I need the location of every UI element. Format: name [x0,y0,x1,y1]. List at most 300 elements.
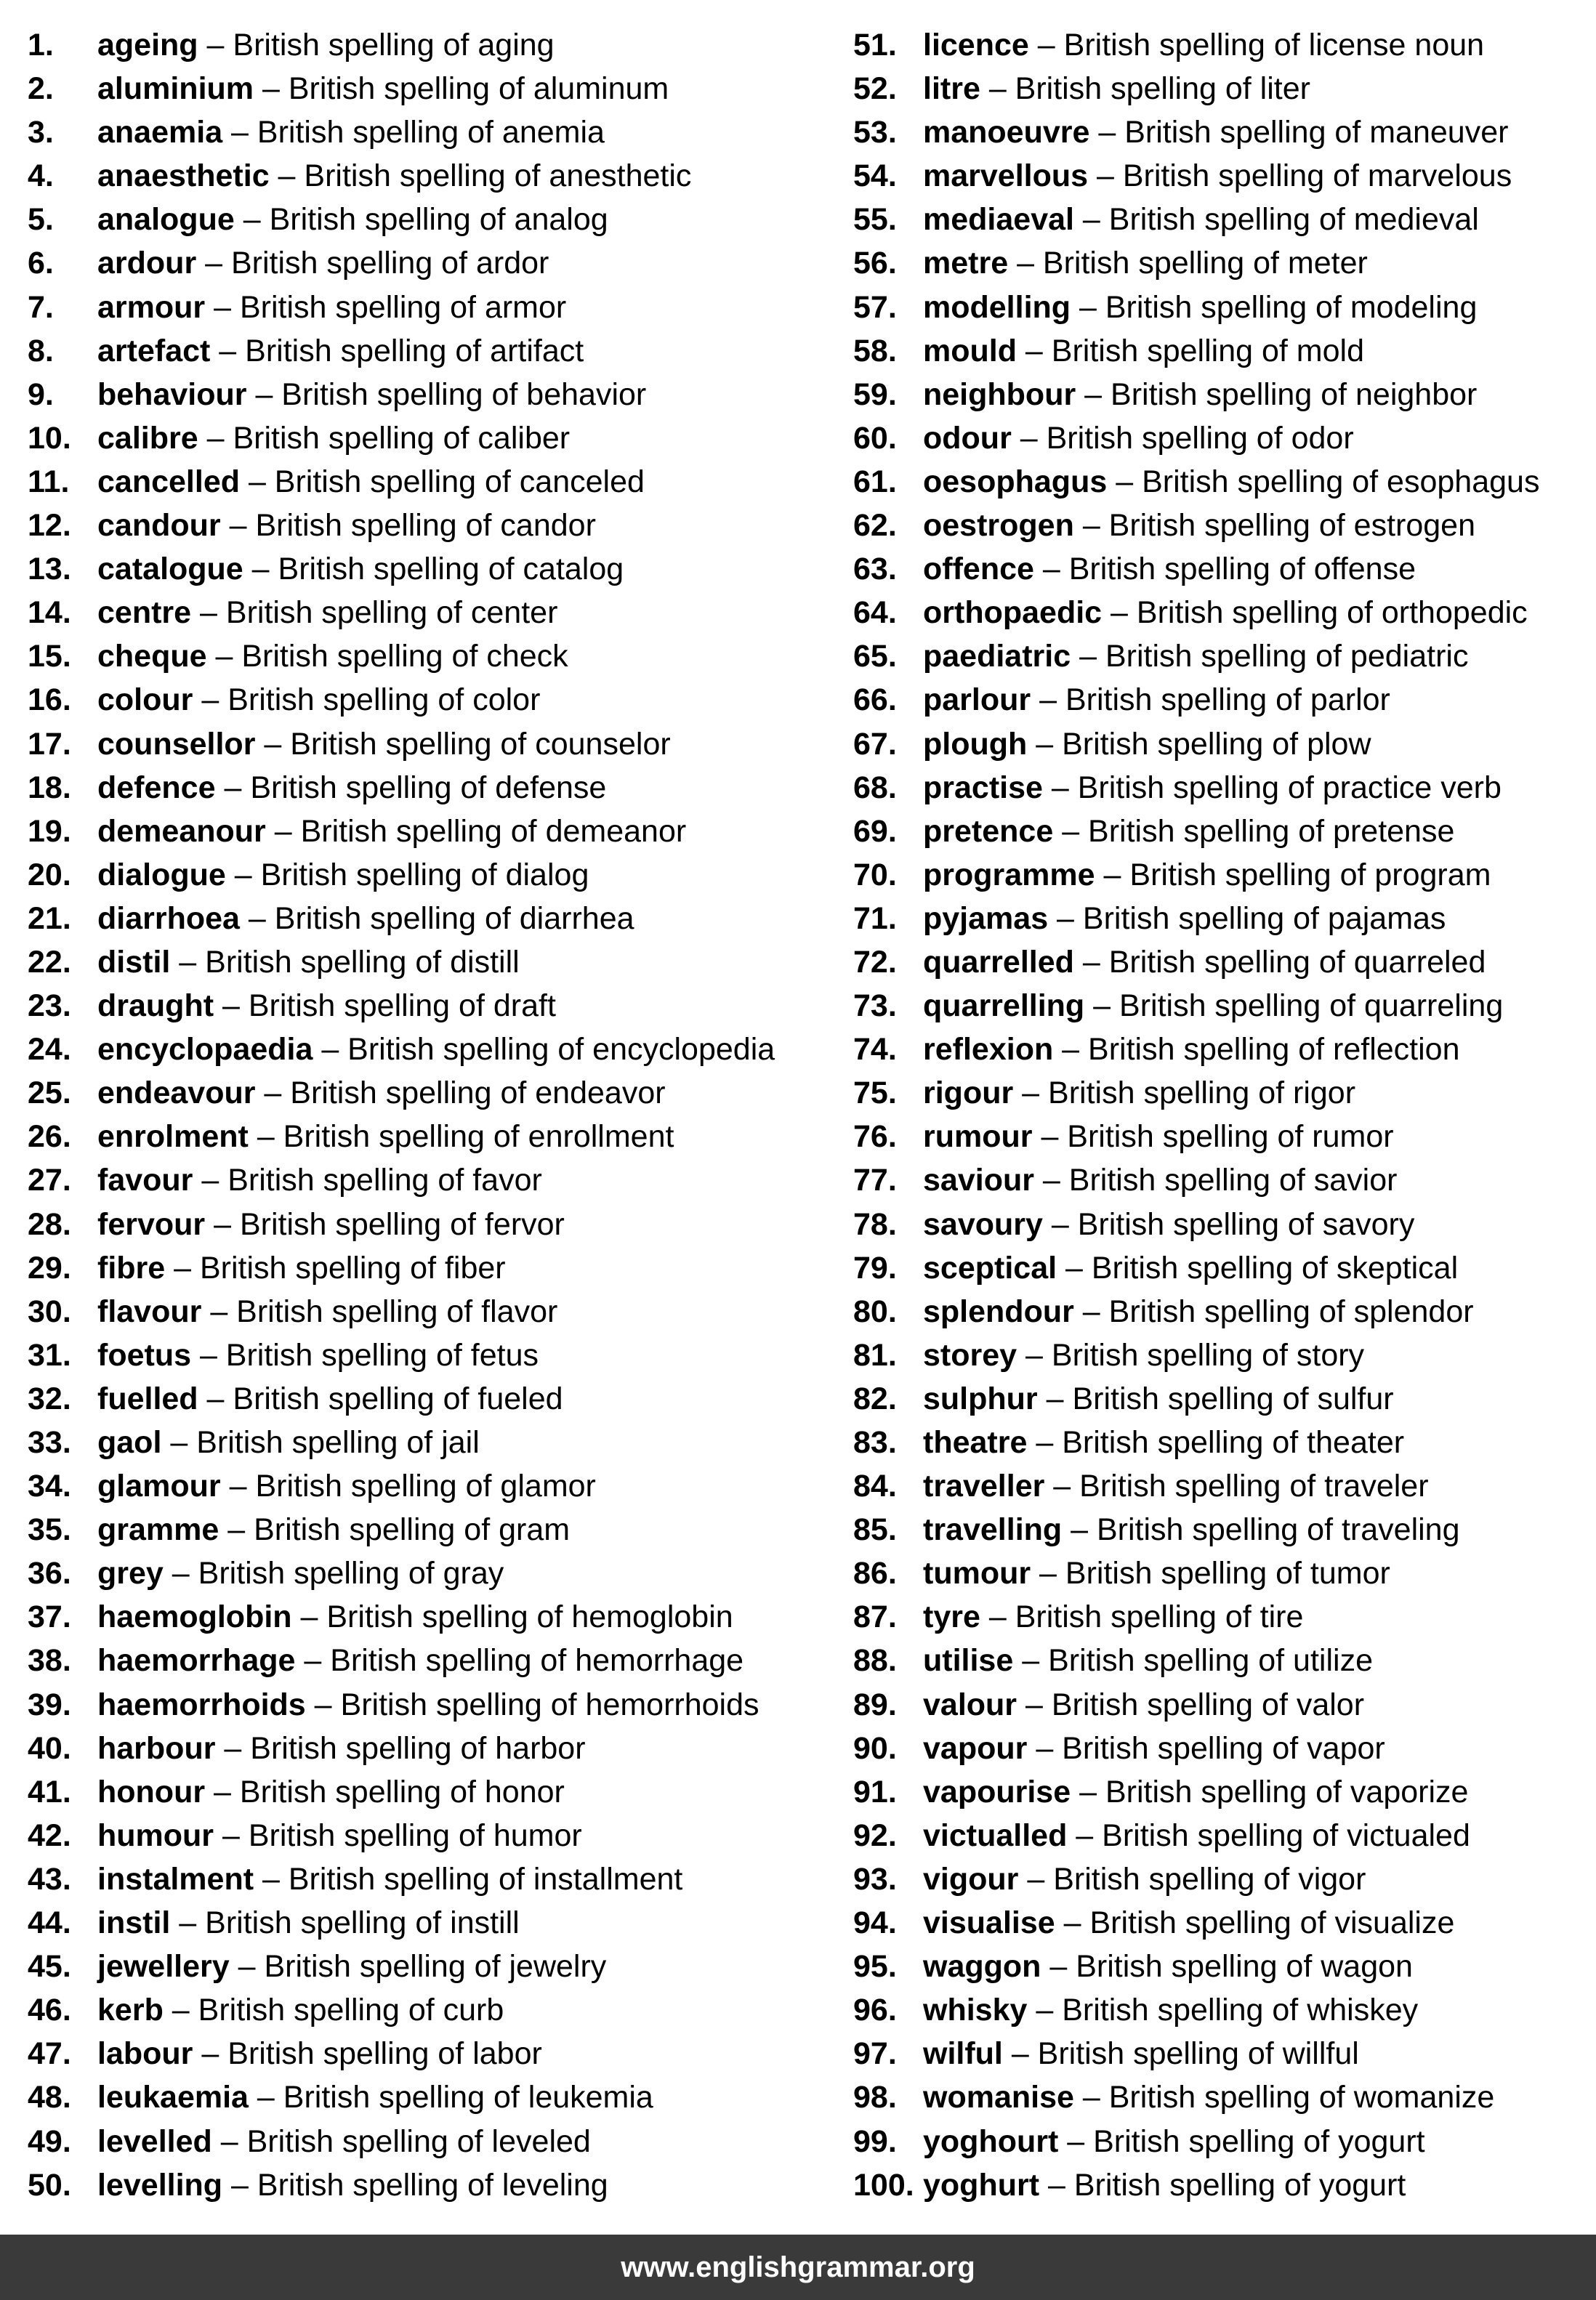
british-word: haemoglobin [97,1599,292,1635]
british-word: vigour [923,1861,1019,1897]
list-item [853,853,1587,897]
item-number: 88. [853,1643,897,1679]
british-word: armour [97,289,206,325]
spelling-definition: – British spelling of harbor [215,1730,586,1766]
british-word: rigour [923,1076,1014,1111]
list-item [28,2075,834,2119]
spelling-definition: – British spelling of pajamas [1048,900,1446,936]
item-number: 19. [28,813,71,849]
british-word: valour [923,1687,1017,1722]
list-item [853,154,1587,198]
british-word: counsellor [97,726,256,762]
list-item [28,241,834,285]
british-word: storey [923,1337,1017,1373]
list-item [853,329,1587,373]
list-item [28,416,834,460]
item-number: 83. [853,1425,897,1460]
spelling-definition: – British spelling of diarrhea [239,900,634,936]
list-item [28,547,834,591]
item-number: 30. [28,1294,71,1329]
british-word: orthopaedic [923,595,1103,631]
spelling-definition: – British spelling of demeanor [265,813,687,849]
spelling-definition: – British spelling of program [1095,857,1491,892]
item-number: 29. [28,1250,71,1286]
british-word: plough [923,726,1028,762]
item-number: 12. [28,508,71,544]
list-item [28,591,834,634]
british-word: reflexion [923,1032,1054,1068]
british-word: yoghourt [923,2123,1059,2159]
item-number: 69. [853,813,897,849]
item-number: 21. [28,900,71,936]
spelling-definition: – British spelling of enrollment [248,1119,674,1155]
list-item [853,1071,1587,1115]
item-number: 67. [853,726,897,762]
item-number: 6. [28,246,54,281]
spelling-definition: – British spelling of skeptical [1057,1250,1459,1286]
list-item [853,1421,1587,1464]
british-word: mould [923,333,1017,368]
british-word: paediatric [923,639,1071,674]
item-number: 34. [28,1469,71,1504]
spelling-definition: – British spelling of encyclopedia [313,1032,775,1068]
item-number: 7. [28,289,54,325]
item-number: 5. [28,202,54,238]
list-item [28,1333,834,1377]
item-number: 76. [853,1119,897,1155]
item-number: 99. [853,2123,897,2159]
list-item [853,198,1587,241]
spelling-definition: – British spelling of marvelous [1088,158,1512,194]
spelling-definition: – British spelling of pediatric [1071,639,1469,674]
list-item [28,897,834,940]
item-number: 33. [28,1425,71,1460]
british-word: humour [97,1817,214,1853]
spelling-definition: – British spelling of traveling [1062,1512,1460,1548]
item-number: 97. [853,2036,897,2072]
item-number: 85. [853,1512,897,1548]
british-word: haemorrhage [97,1643,296,1679]
list-item [853,678,1587,722]
british-word: rumour [923,1119,1033,1155]
british-word: honour [97,1774,206,1809]
spelling-definition: – British spelling of meter [1008,246,1368,281]
item-number: 75. [853,1076,897,1111]
item-number: 32. [28,1381,71,1416]
british-word: harbour [97,1730,216,1766]
item-number: 40. [28,1730,71,1766]
british-word: glamour [97,1469,221,1504]
list-item [853,1945,1587,1988]
left-column [28,23,834,2207]
british-word: defence [97,770,216,805]
british-word: fervour [97,1206,206,1242]
list-item [28,1464,834,1508]
item-number: 18. [28,770,71,805]
item-number: 11. [28,464,70,499]
list-item [853,591,1587,634]
item-number: 31. [28,1337,71,1373]
item-number: 49. [28,2123,71,2159]
spelling-definition: – British spelling of willful [1002,2036,1359,2072]
item-number: 15. [28,639,71,674]
item-number: 92. [853,1817,897,1853]
british-word: enrolment [97,1119,249,1155]
list-item [853,1333,1587,1377]
spelling-definition: – British spelling of visualize [1055,1905,1455,1941]
list-item [853,23,1587,67]
list-item [28,853,834,897]
british-word: haemorrhoids [97,1687,306,1722]
british-word: cancelled [97,464,240,499]
list-item [28,1203,834,1246]
item-number: 1. [28,28,54,62]
spelling-definition: – British spelling of leveled [211,2123,591,2159]
item-number: 36. [28,1556,71,1591]
spelling-definition: – British spelling of fetus [191,1337,539,1373]
list-item [28,1246,834,1290]
spelling-definition: – British spelling of humor [214,1817,582,1853]
item-number: 37. [28,1599,71,1635]
list-item [28,2032,834,2075]
spelling-definition: – British spelling of story [1017,1337,1365,1373]
spelling-definition: – British spelling of traveler [1044,1469,1429,1504]
british-word: encyclopaedia [97,1032,313,1068]
spelling-definition: – British spelling of parlor [1031,682,1390,718]
item-number: 52. [853,71,897,107]
british-word: kerb [97,1993,164,2028]
list-item [28,1901,834,1945]
british-word: offence [923,552,1034,587]
spelling-definition: – British spelling of jail [161,1425,480,1460]
spelling-definition: – British spelling of fueled [198,1381,563,1416]
spelling-definition: – British spelling of defense [215,770,607,805]
british-word: centre [97,595,192,631]
item-number: 23. [28,988,71,1024]
british-word: leukaemia [97,2080,249,2115]
item-number: 62. [853,508,897,544]
item-number: 17. [28,726,71,762]
british-word: pretence [923,813,1054,849]
list-item [28,1595,834,1639]
list-item [853,897,1587,940]
british-word: demeanour [97,813,266,849]
spelling-definition: – British spelling of reflection [1053,1032,1460,1068]
spelling-definition: – British spelling of wagon [1041,1949,1413,1985]
spelling-definition: – British spelling of curb [163,1993,504,2028]
list-item [28,810,834,853]
list-item [853,241,1587,285]
item-number: 14. [28,595,71,631]
item-number: 48. [28,2080,71,2115]
british-word: artefact [97,333,211,368]
british-word: tumour [923,1556,1031,1591]
list-item [853,1814,1587,1857]
spelling-definition: – British spelling of artifact [210,333,584,368]
british-word: candour [97,508,221,544]
list-item [28,1290,834,1333]
list-item [28,1683,834,1727]
british-word: marvellous [923,158,1089,194]
item-number: 59. [853,376,897,412]
item-number: 8. [28,333,54,368]
british-word: mediaeval [923,202,1074,238]
spelling-list [0,23,1596,2203]
item-number: 94. [853,1905,897,1941]
list-item [853,416,1587,460]
list-item [28,1071,834,1115]
list-item [853,1595,1587,1639]
spelling-definition: – British spelling of victualed [1067,1817,1470,1853]
british-word: distil [97,944,171,980]
british-word: jewellery [97,1949,230,1985]
spelling-definition: – British spelling of jewelry [229,1949,607,1985]
spelling-definition: – British spelling of valor [1017,1687,1365,1722]
spelling-definition: – British spelling of leveling [222,2167,608,2203]
item-number: 81. [853,1337,897,1373]
item-number: 84. [853,1469,897,1504]
list-item [28,1508,834,1552]
british-word: yoghurt [923,2167,1040,2203]
british-word: neighbour [923,376,1076,412]
item-number: 26. [28,1119,71,1155]
british-word: vapour [923,1730,1028,1766]
spelling-definition: – British spelling of sulfur [1037,1381,1394,1416]
item-number: 89. [853,1687,897,1722]
british-word: levelled [97,2123,212,2159]
list-item [853,984,1587,1028]
list-item [28,766,834,810]
british-word: visualise [923,1905,1055,1941]
list-item [853,2032,1587,2075]
item-number: 80. [853,1294,897,1329]
british-word: victualled [923,1817,1068,1853]
spelling-definition: – British spelling of vaporize [1071,1774,1469,1809]
item-number: 16. [28,682,71,718]
spelling-definition: – British spelling of neighbor [1076,376,1478,412]
british-word: dialogue [97,857,226,892]
spelling-definition: – British spelling of counselor [255,726,671,762]
spelling-definition: – British spelling of whiskey [1027,1993,1419,2028]
list-item [853,1464,1587,1508]
list-item [853,1377,1587,1421]
list-item [853,1857,1587,1901]
list-item [853,1552,1587,1595]
spelling-definition: – British spelling of splendor [1073,1294,1474,1329]
spelling-definition: – British spelling of practice verb [1042,770,1502,805]
british-word: sceptical [923,1250,1057,1286]
spelling-definition: – British spelling of mold [1016,333,1364,368]
item-number: 4. [28,158,54,194]
spelling-definition: – British spelling of draft [214,988,556,1024]
list-item [28,1028,834,1071]
item-number: 91. [853,1774,897,1809]
item-number: 47. [28,2036,71,2072]
spelling-definition: – British spelling of fervor [205,1206,565,1242]
item-number: 87. [853,1599,897,1635]
list-item [853,547,1587,591]
item-number: 68. [853,770,897,805]
spelling-definition: – British spelling of anemia [222,115,605,150]
spelling-definition: – British spelling of hemorrhage [295,1643,744,1679]
item-number: 57. [853,289,897,325]
british-word: metre [923,246,1009,281]
british-word: calibre [97,420,198,456]
list-item [853,110,1587,154]
spelling-definition: – British spelling of maneuver [1089,115,1509,150]
item-number: 22. [28,944,71,980]
list-item [853,1683,1587,1727]
list-item [28,286,834,329]
item-number: 2. [28,71,54,107]
item-number: 54. [853,158,897,194]
spelling-definition: – British spelling of orthopedic [1102,595,1528,631]
spelling-definition: – British spelling of savior [1033,1163,1398,1198]
british-word: savoury [923,1206,1043,1242]
spelling-definition: – British spelling of tumor [1031,1556,1390,1591]
item-number: 61. [853,464,897,499]
list-item [28,1639,834,1682]
spelling-definition: – British spelling of modeling [1071,289,1478,325]
british-word: favour [97,1163,193,1198]
spelling-definition: – British spelling of gram [219,1512,571,1548]
spelling-definition: – British spelling of vigor [1018,1861,1366,1897]
item-number: 98. [853,2080,897,2115]
list-item [853,1727,1587,1770]
spelling-definition: – British spelling of yogurt [1058,2123,1425,2159]
item-number: 55. [853,202,897,238]
item-number: 45. [28,1949,71,1985]
spelling-definition: – British spelling of ardor [196,246,549,281]
list-item [853,1290,1587,1333]
list-item [853,373,1587,416]
item-number: 70. [853,857,897,892]
list-item [28,373,834,416]
list-item [853,940,1587,984]
british-word: theatre [923,1425,1028,1460]
british-word: foetus [97,1337,191,1373]
spelling-definition: – British spelling of catalog [243,552,624,587]
item-number: 64. [853,595,897,631]
british-word: gaol [97,1425,162,1460]
spelling-definition: – British spelling of center [191,595,558,631]
spelling-definition: – British spelling of flavor [201,1294,558,1329]
british-word: waggon [923,1949,1041,1985]
item-number: 10. [28,420,71,456]
british-word: sulphur [923,1381,1038,1416]
spelling-definition: – British spelling of favor [193,1163,542,1198]
item-number: 82. [853,1381,897,1416]
item-number: 9. [28,376,54,412]
spelling-definition: – British spelling of aging [198,28,555,62]
item-number: 50. [28,2167,71,2203]
british-word: splendour [923,1294,1074,1329]
british-word: labour [97,2036,193,2072]
british-word: gramme [97,1512,219,1548]
list-item [853,1770,1587,1814]
item-number: 73. [853,988,897,1024]
list-item [28,67,834,110]
item-number: 39. [28,1687,71,1722]
item-number: 63. [853,552,897,587]
british-word: quarrelled [923,944,1074,980]
item-number: 20. [28,857,71,892]
spelling-definition: – British spelling of behavior [246,376,647,412]
list-item [28,1988,834,2032]
british-word: behaviour [97,376,247,412]
list-item [28,1115,834,1158]
item-number: 71. [853,900,897,936]
right-column [853,23,1587,2207]
item-number: 74. [853,1032,897,1068]
spelling-definition: – British spelling of hemoglobin [291,1599,733,1635]
spelling-definition: – British spelling of hemorrhoids [305,1687,759,1722]
list-item [853,1203,1587,1246]
item-number: 95. [853,1949,897,1985]
item-number: 66. [853,682,897,718]
list-item [853,2120,1587,2163]
spelling-definition: – British spelling of candor [220,508,596,544]
item-number: 42. [28,1817,71,1853]
list-item [853,722,1587,766]
british-word: instalment [97,1861,254,1897]
item-number: 51. [853,28,897,62]
british-word: anaemia [97,115,223,150]
item-number: 56. [853,246,897,281]
spelling-definition: – British spelling of liter [980,71,1310,107]
spelling-definition: – British spelling of offense [1033,552,1416,587]
british-word: odour [923,420,1012,456]
list-item [853,67,1587,110]
list-item [28,2120,834,2163]
list-item [28,1945,834,1988]
list-item [28,329,834,373]
item-number: 35. [28,1512,71,1548]
british-word: womanise [923,2080,1074,2115]
british-word: pyjamas [923,900,1049,936]
spelling-definition: – British spelling of armor [205,289,567,325]
british-word: draught [97,988,214,1024]
list-item [853,1028,1587,1071]
british-word: programme [923,857,1095,892]
list-item [853,460,1587,504]
spelling-definition: – British spelling of endeavor [255,1076,666,1111]
item-number: 27. [28,1163,71,1198]
british-word: ardour [97,246,197,281]
list-item [28,1857,834,1901]
british-word: instil [97,1905,171,1941]
spelling-definition: – British spelling of womanize [1073,2080,1495,2115]
list-item [853,286,1587,329]
british-word: parlour [923,682,1031,718]
list-item [28,1552,834,1595]
list-item [28,634,834,678]
spelling-definition: – British spelling of dialog [225,857,589,892]
list-item [853,1115,1587,1158]
item-number: 3. [28,115,54,150]
list-item [853,634,1587,678]
list-item [28,1421,834,1464]
british-word: oestrogen [923,508,1074,544]
spelling-definition: – British spelling of license noun [1028,28,1485,62]
british-word: manoeuvre [923,115,1090,150]
list-item [853,1246,1587,1290]
british-word: cheque [97,639,207,674]
british-word: saviour [923,1163,1034,1198]
british-word: whisky [923,1993,1028,2028]
item-number: 79. [853,1250,897,1286]
list-item [28,940,834,984]
